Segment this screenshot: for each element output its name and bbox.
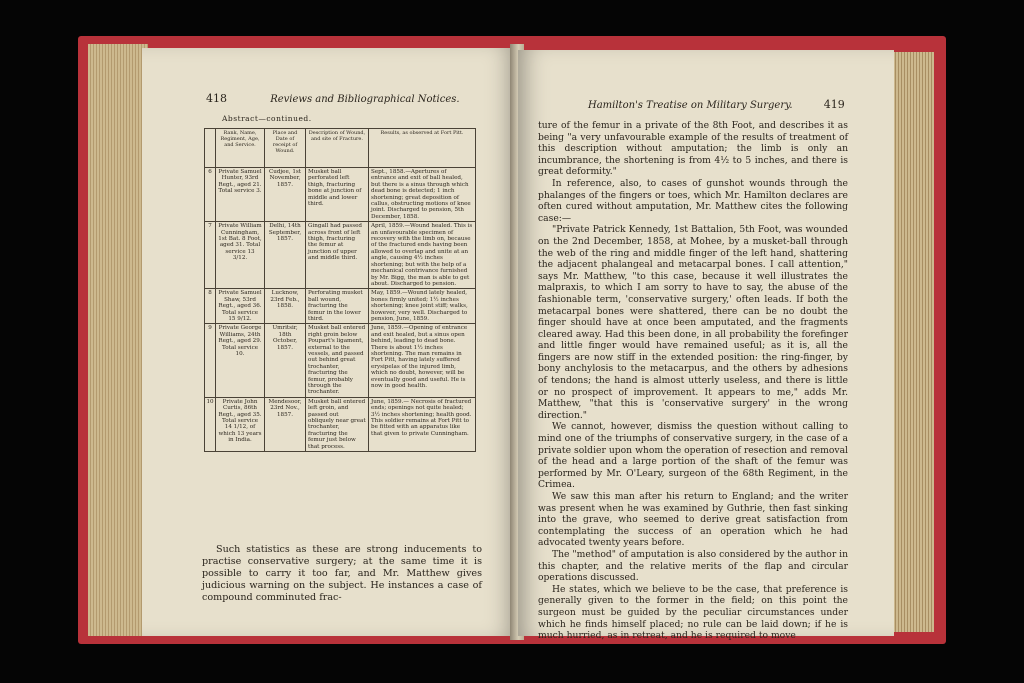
table-header-row [205,129,476,168]
paragraph: In reference, also, to cases of gunshot wounds through the phalanges of the fingers or toes, which Mr. Hamilton declares are often cured without amputation, Mr. Matthew cites the following case:— [538,177,848,224]
row-number: 6 [205,168,216,222]
header-place: Place and Date of receipt of Wound. [265,129,306,168]
row-rank: Private Samuel Shaw, 53rd Regt., aged 36. Total service 15 9/12. [216,289,265,324]
row-description: Musket ball entered right groin below Poupart's ligament, external to the vessels, and passed out behind great trochanter, fracturing the femur, probably through the trochanter. [306,324,369,397]
row-number: 7 [205,222,216,289]
paragraph: We saw this man after his return to England; and the writer was present when he was examined by Guthrie, then fast sinking into the grave, who seemed to derive great satisfaction from contemplating the success of an operation which he had advocated twenty years before. [538,491,848,549]
left-body-text [202,544,482,604]
row-place: Umritsir, 18th October, 1857. [265,324,306,397]
header-results: Results, as observed at Fort Pitt. [369,129,476,168]
left-running-title: Reviews and Bibliographical Notices. [270,94,460,105]
row-results: Sept., 1858.—Apertures of entrance and exit of ball healed, but there is a sinus through which dead bone is detected; 1 inch shortening; great deposition of callus, obstructing motions of knee joint. Discharged to pension, 5th December, 1858. [369,168,476,222]
right-running-head [588,98,845,111]
paragraph: The "method" of amputation is also considered by the author in this chapter, and the relative merits of the flap and circular operations discussed. [538,548,848,584]
row-number: 9 [205,324,216,397]
row-rank: Private Samuel Hunter, 93rd Regt., aged 21. Total service 3. [216,168,265,222]
row-description: Gingall had passed across front of left thigh, fracturing the femur at junction of upper and middle third. [306,222,369,289]
table-row [205,324,476,397]
row-results: June, 1859.— Necrosis of fractured ends; openings not quite healed; 3½ inches shortening; health good. This soldier remains at Fort Pitt to be fitted with an apparatus like that given to private Cunningham. [369,397,476,451]
row-results: May, 1859.—Wound lately healed, bones firmly united; 1½ inches shortening; knee joint stiff; walks, however, very well. Discharged to pension, June, 1859. [369,289,476,324]
row-place: Mendesoor, 23rd Nov., 1857. [265,397,306,451]
row-place: Cudjee, 1st November, 1857. [265,168,306,222]
table-row [205,222,476,289]
header-no [205,129,216,168]
page-edges-left [88,44,148,636]
row-results: June, 1859.—Opening of entrance and exit healed, but a sinus open behind, leading to dead bone. There is about 1½ inches shortening. The man remains in Fort Pitt, having lately suffered erysipelas of the injured limb, which no doubt, however, will be eventually good and useful. He is now in good health. [369,324,476,397]
right-page-number: 419 [823,98,845,111]
right-body-text [538,120,848,642]
row-rank: Private John Curtis, 86th Regt., aged 35. Total service 14 1/12, of which 13 years in India. [216,397,265,451]
right-running-title: Hamilton's Treatise on Military Surgery. [588,100,793,111]
left-running-head [206,92,460,105]
header-rank: Rank, Name, Regiment, Age, and Service. [216,129,265,168]
row-rank: Private George Williams, 24th Regt., aged 29. Total service 10. [216,324,265,397]
page-edges-right [890,52,934,632]
row-description: Musket ball entered left groin, and passed out obliquely near great trochanter, fracturing the femur just below that process. [306,397,369,451]
left-page [142,48,516,636]
row-number: 10 [205,397,216,451]
left-page-number: 418 [206,92,227,105]
row-results: April, 1859.—Wound healed. This is an unfavourable specimen of recovery with the limb on, because of the fractured ends having been allowed to overlap and unite at an angle, causing 4½ inches shortening; but with the help of a mechanical contrivance furnished by Mr. Bigg, the man is able to get about. Discharged to pension. [369,222,476,289]
left-bottom-paragraph: Such statistics as these are strong inducements to practise conservative surgery; at the same time it is possible to carry it too far, and Mr. Matthew gives judicious warning on the subject. He instances a case of compound comminuted frac- [202,544,482,604]
paragraph: We cannot, however, dismiss the question without calling to mind one of the triumphs of conservative surgery, in the case of a private soldier upon whom the operation of resection and removal of the head and a large portion of the shaft of the femur was performed by Mr. O'Leary, surgeon of the 68th Regiment, in the Crimea. [538,421,848,491]
row-number: 8 [205,289,216,324]
abstract-title: Abstract—continued. [222,114,312,123]
table-row [205,168,476,222]
paragraph: ture of the femur in a private of the 8th Foot, and describes it as being "a very unfavourable example of the results of treatment of this description without amputation; the limb is only an incumbrance, the shortening is from 4½ to 5 inches, and there is great deformity." [538,120,848,178]
row-place: Lucknow, 23rd Feb., 1858. [265,289,306,324]
row-description: Perforating musket ball wound, fracturing the femur in the lower third. [306,289,369,324]
row-description: Musket ball perforated left thigh, fracturing bone at junction of middle and lower third. [306,168,369,222]
abstract-table [204,128,476,452]
header-description: Description of Wound, and site of Fracture. [306,129,369,168]
paragraph: "Private Patrick Kennedy, 1st Battalion, 5th Foot, was wounded on the 2nd December, 1858, at Mohee, by a musket-ball through the web of the ring and middle finger of the left hand, shattering the adjacent phalangeal and metacarpal bones. I call attention," says Mr. Matthew, "to this case, because it well illustrates the malpraxis, to which I am sorry to have to say, the abuse of the fashionable term, 'conservative surgery,' often leads. If both the metacarpal bones were shattered, there can be no doubt the finger should have at once been amputated, and the fragments cleared away. Had this been done, in all probability the forefinger and little finger would have remained useful; as it is, all the fingers are now stiff in the extended position: the ring-finger, by bony anchylosis to the metacarpus, and the others by adhesions of tendons; the hand is almost utterly useless, and there is little or no prospect of improvement. It appears to me," adds Mr. Matthew, "that this is 'conservative surgery' in the wrong direction." [538,224,848,421]
row-place: Delhi, 14th September, 1857. [265,222,306,289]
right-page [518,50,894,642]
table-row [205,397,476,451]
table-row [205,289,476,324]
paragraph: He states, which we believe to be the case, that preference is generally given to the former in the field; on this point the surgeon must be guided by the peculiar circumstances under which he finds himself placed; no rule can be laid down; if he is much hurried, as in retreat, and he is required to move [538,583,848,642]
row-rank: Private William Cunningham, 1st Bat. 8 Foot, aged 31. Total service 13 3/12. [216,222,265,289]
